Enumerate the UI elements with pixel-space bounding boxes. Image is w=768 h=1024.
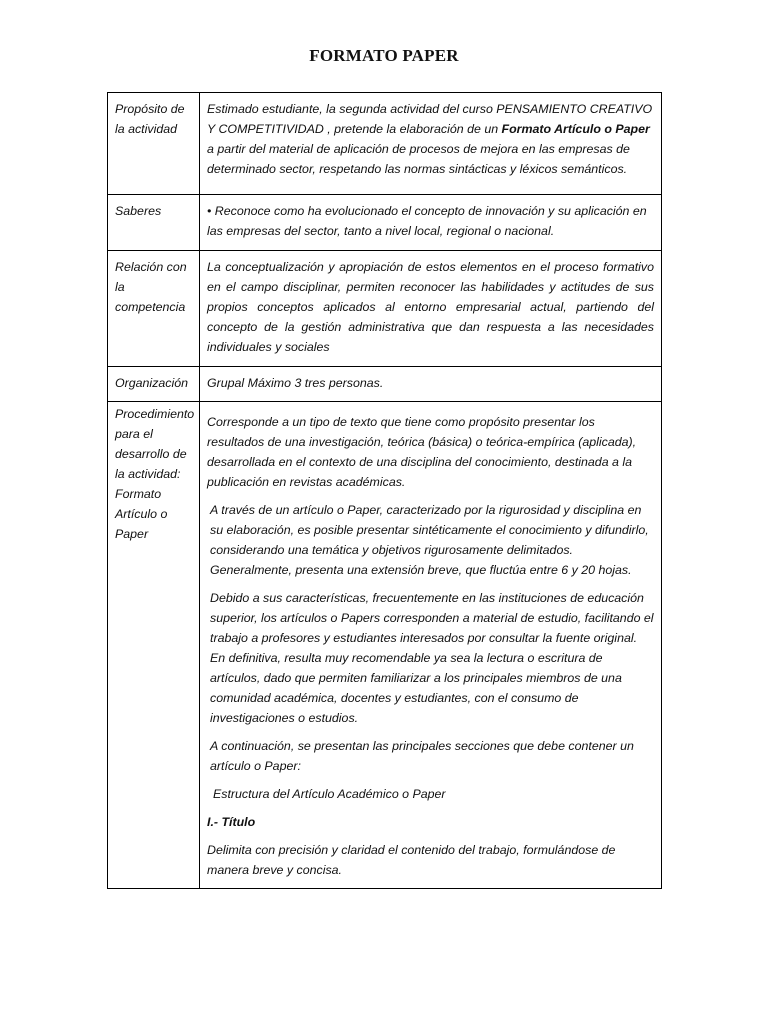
procedimiento-label: Procedimiento para el desarrollo de la actividad: Formato Artículo o Paper — [108, 402, 200, 889]
procedimiento-paragraph-4: A continuación, se presentan las principales secciones que debe contener un artículo o Paper: — [210, 739, 634, 773]
table-row-relacion — [108, 251, 662, 367]
table-row-proposito — [108, 93, 662, 195]
section-title: I.- Título — [207, 815, 256, 829]
organizacion-label: Organización — [108, 367, 200, 402]
activity-table — [107, 92, 662, 889]
procedimiento-paragraph-3: Debido a sus características, frecuentemente en las instituciones de educación superior, los artículos o Papers corresponden a material de estudio, facilitando el trabajo a profesores y estudiantes interesados por consultar la fuente original. En definitiva, resulta muy recomendable ya sea la lectura o escritura de artículos, dado que permiten familiarizar a los principales miembros de una comunidad académica, docentes y estudiantes, con el consumo de investigaciones o estudios. — [210, 591, 654, 725]
proposito-text-2: a partir del material de aplicación de procesos de mejora en las empresas de determinado sector, respetando las normas sintácticas y léxicos semánticos. — [207, 142, 630, 176]
procedimiento-paragraph-1: Corresponde a un tipo de texto que tiene como propósito presentar los resultados de una investigación, teórica (básica) o teórica-empírica (aplicada), desarrollada en el contexto de una disciplina del conocimiento, destinada a la publicación en revistas académicas. — [207, 415, 637, 489]
table-row-saberes — [108, 195, 662, 251]
table-row-procedimiento — [108, 402, 662, 889]
saberes-label: Saberes — [108, 195, 200, 251]
table-row-organizacion — [108, 367, 662, 402]
structure-heading: Estructura del Artículo Académico o Paper — [213, 787, 446, 801]
document-title: FORMATO PAPER — [309, 46, 459, 65]
relacion-content: La conceptualización y apropiación de estos elementos en el proceso formativo en el campo disciplinar, permiten reconocer las habilidades y actitudes de sus propios conceptos aplicados al entorno empresarial actual, partiendo del concepto de la gestión administrativa que dan respuesta a las necesidades individuales y sociales — [200, 251, 662, 367]
procedimiento-paragraph-2: A través de un artículo o Paper, caracterizado por la rigurosidad y disciplina en su elaboración, es posible presentar sintéticamente el conocimiento y difundirlo, considerando una temática y objetivos rigurosamente delimitados. Generalmente, presenta una extensión breve, que fluctúa entre 6 y 20 hojas. — [210, 503, 649, 577]
relacion-label: Relación con la competencia — [108, 251, 200, 367]
section-text: Delimita con precisión y claridad el contenido del trabajo, formulándose de manera breve y concisa. — [207, 843, 616, 877]
proposito-label: Propósito de la actividad — [108, 93, 200, 195]
saberes-content: • Reconoce como ha evolucionado el concepto de innovación y su aplicación en las empresas del sector, tanto a nivel local, regional o nacional. — [200, 195, 662, 251]
organizacion-content: Grupal Máximo 3 tres personas. — [200, 367, 662, 402]
proposito-text-1: Estimado estudiante, la segunda actividad del curso PENSAMIENTO CREATIVO Y COMPETITIVIDAD , pretende la elaboración de un — [207, 102, 653, 136]
proposito-bold-text: Formato Artículo o Paper — [501, 122, 650, 136]
proposito-content — [200, 93, 662, 195]
procedimiento-content — [200, 402, 662, 889]
